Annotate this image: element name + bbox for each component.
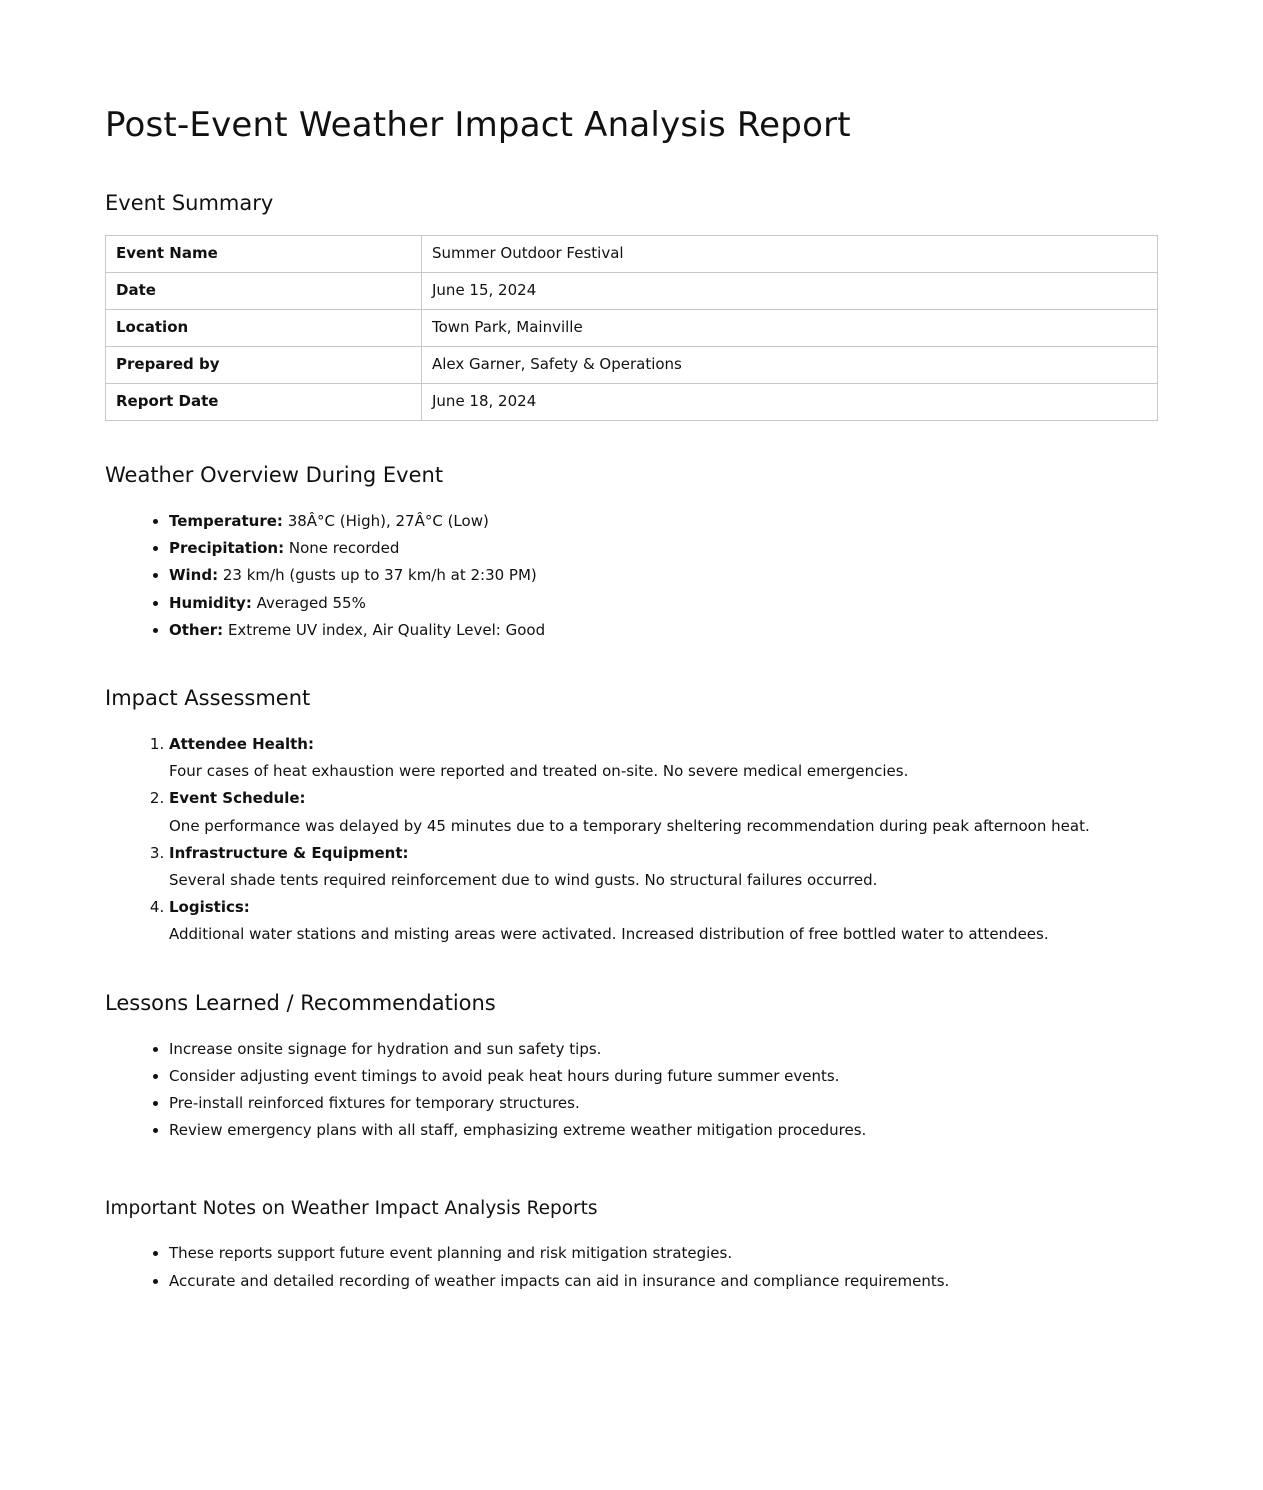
item-text: Extreme UV index, Air Quality Level: Good: [227, 620, 546, 639]
list-item: • Pre-install reinforced fixtures for temporary structures.: [169, 1090, 1158, 1117]
weather-list: [105, 508, 1158, 644]
list-item: [169, 508, 1158, 535]
event-summary-table: [105, 235, 1158, 421]
list-item: • These reports support future event planning and risk mitigation strategies.: [169, 1239, 1158, 1267]
item-text: Additional water stations and misting areas were activated. Increased distribution of free bottled water to attendees.: [169, 925, 1049, 944]
event-summary-heading: Event Summary: [105, 191, 274, 215]
page-title: Post-Event Weather Impact Analysis Report: [105, 105, 851, 145]
item-label: Attendee Health:: [169, 735, 314, 754]
row-value: June 15, 2024: [422, 273, 1158, 310]
list-item: [169, 840, 1158, 894]
list-item: [169, 590, 1158, 617]
item-label: Logistics:: [169, 898, 250, 917]
item-text: One performance was delayed by 45 minutes due to a temporary sheltering recommendation during peak afternoon heat.: [169, 816, 1090, 835]
list-item: [169, 894, 1158, 948]
impact-assessment-heading: Impact Assessment: [105, 686, 311, 711]
notes-heading: Important Notes on Weather Impact Analysis Reports: [105, 1198, 598, 1220]
row-value: Alex Garner, Safety & Operations: [422, 347, 1158, 384]
weather-overview-section: [105, 461, 1158, 644]
row-label: Location: [106, 310, 422, 347]
item-text: Four cases of heat exhaustion were reported and treated on-site. No severe medical emergencies.: [169, 762, 909, 781]
row-label: Date: [106, 273, 422, 310]
list-item: • Increase onsite signage for hydration and sun safety tips.: [169, 1036, 1158, 1063]
list-item: • Accurate and detailed recording of weather impacts can aid in insurance and compliance requirements.: [169, 1267, 1158, 1295]
lessons-section: [105, 989, 1158, 1145]
row-value: Summer Outdoor Festival: [422, 236, 1158, 273]
row-label: Prepared by: [106, 347, 422, 384]
item-label: Humidity:: [169, 593, 252, 612]
item-text: 38Â°C (High), 27Â°C (Low): [287, 512, 489, 530]
table-row: [106, 347, 1158, 384]
item-label: Precipitation:: [169, 539, 285, 558]
notes-list: [105, 1239, 1158, 1295]
row-value: June 18, 2024: [422, 384, 1158, 421]
row-label: Event Name: [106, 236, 422, 273]
weather-overview-heading: Weather Overview During Event: [105, 463, 444, 487]
item-text: Several shade tents required reinforcement due to wind gusts. No structural failures occurred.: [169, 871, 878, 890]
item-label: Other:: [169, 620, 224, 639]
item-text: Averaged 55%: [256, 593, 366, 612]
item-text: 23 km/h (gusts up to 37 km/h at 2:30 PM): [222, 566, 537, 585]
impact-assessment-section: [105, 684, 1158, 949]
list-item: [169, 617, 1158, 644]
list-item: • Review emergency plans with all staff, emphasizing extreme weather mitigation procedures.: [169, 1117, 1158, 1144]
event-summary-section: [105, 189, 1158, 421]
item-label: Event Schedule:: [169, 789, 306, 808]
list-item: [169, 785, 1158, 839]
impact-list: [105, 731, 1158, 949]
list-item: • Consider adjusting event timings to avoid peak heat hours during future summer events.: [169, 1063, 1158, 1090]
lessons-heading: Lessons Learned / Recommendations: [105, 990, 496, 1015]
item-label: Wind:: [169, 566, 219, 585]
list-item: [169, 731, 1158, 785]
list-item: [169, 535, 1158, 562]
notes-section: [105, 1196, 1158, 1295]
table-row: [106, 384, 1158, 421]
table-row: [106, 273, 1158, 310]
lessons-list: [105, 1036, 1158, 1145]
item-label: Infrastructure & Equipment:: [169, 843, 409, 862]
item-label: Temperature:: [169, 512, 283, 530]
table-row: [106, 236, 1158, 273]
list-item: [169, 562, 1158, 589]
row-label: Report Date: [106, 384, 422, 421]
item-text: None recorded: [288, 539, 400, 558]
table-row: [106, 310, 1158, 347]
row-value: Town Park, Mainville: [422, 310, 1158, 347]
